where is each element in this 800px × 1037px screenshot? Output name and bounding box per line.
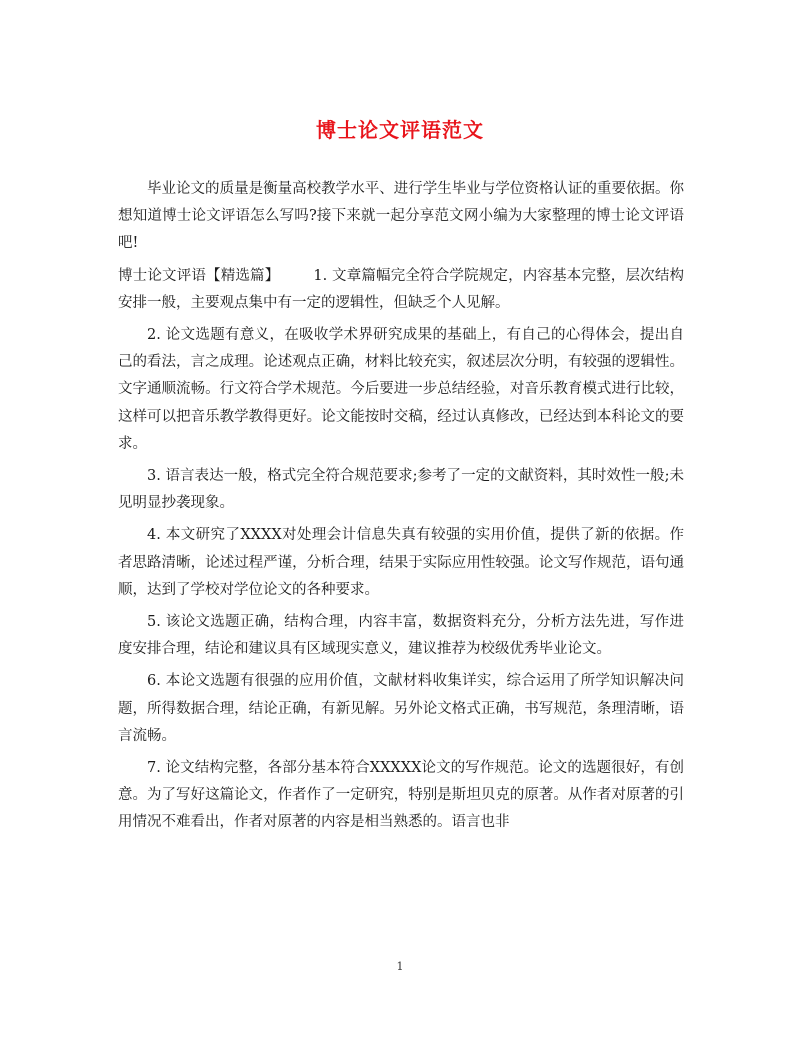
item-6: 6. 本论文选题有很强的应用价值，文献材料收集详实，综合运用了所学知识解决问题，所得数据合理，结论正确，有新见解。另外论文格式正确，书写规范，条理清晰，语言流畅。: [118, 673, 684, 744]
section-label: 博士论文评语【精选篇】: [118, 267, 280, 284]
first-item-paragraph: [118, 263, 684, 317]
page-number: 1: [396, 960, 404, 973]
item-5: 5. 该论文选题正确，结构合理，内容丰富，数据资料充分，分析方法先进，写作进度安排合理，结论和建议具有区域现实意义，建议推荐为校级优秀毕业论文。: [118, 614, 684, 658]
document-body: [118, 176, 684, 842]
intro-paragraph: 毕业论文的质量是衡量高校教学水平、进行学生毕业与学位资格认证的重要依据。你想知道博士论文评语怎么写吗?接下来就一起分享范文网小编为大家整理的博士论文评语吧!: [118, 181, 684, 252]
item-1: 1. 文章篇幅完全符合学院规定，内容基本完整，层次结构安排一般，主要观点集中有一定的逻辑性，但缺乏个人见解。: [118, 267, 684, 311]
item-7: 7. 论文结构完整，各部分基本符合XXXXX论文的写作规范。论文的选题很好，有创意。为了写好这篇论文，作者作了一定研究，特别是斯坦贝克的原著。从作者对原著的引用情况不难看出，作者对原著的内容是相当熟悉的。语言也非: [118, 760, 684, 831]
item-2: 2. 论文选题有意义，在吸收学术界研究成果的基础上，有自己的心得体会，提出自己的看法，言之成理。论述观点正确，材料比较充实，叙述层次分明，有较强的逻辑性。文字通顺流畅。行文符合学术规范。今后要进一步总结经验，对音乐教育模式进行比较，这样可以把音乐教学教得更好。论文能按时交稿，经过认真修改，已经达到本科论文的要求。: [118, 327, 684, 452]
document-title: 博士论文评语范文: [316, 118, 484, 142]
item-4: 4. 本文研究了XXXX对处理会计信息失真有较强的实用价值，提供了新的依据。作者思路清晰，论述过程严谨，分析合理，结果于实际应用性较强。论文写作规范，语句通顺，达到了学校对学位论文的各种要求。: [118, 527, 684, 598]
item-3: 3. 语言表达一般，格式完全符合规范要求;参考了一定的文献资料，其时效性一般;未见明显抄袭现象。: [118, 468, 684, 512]
